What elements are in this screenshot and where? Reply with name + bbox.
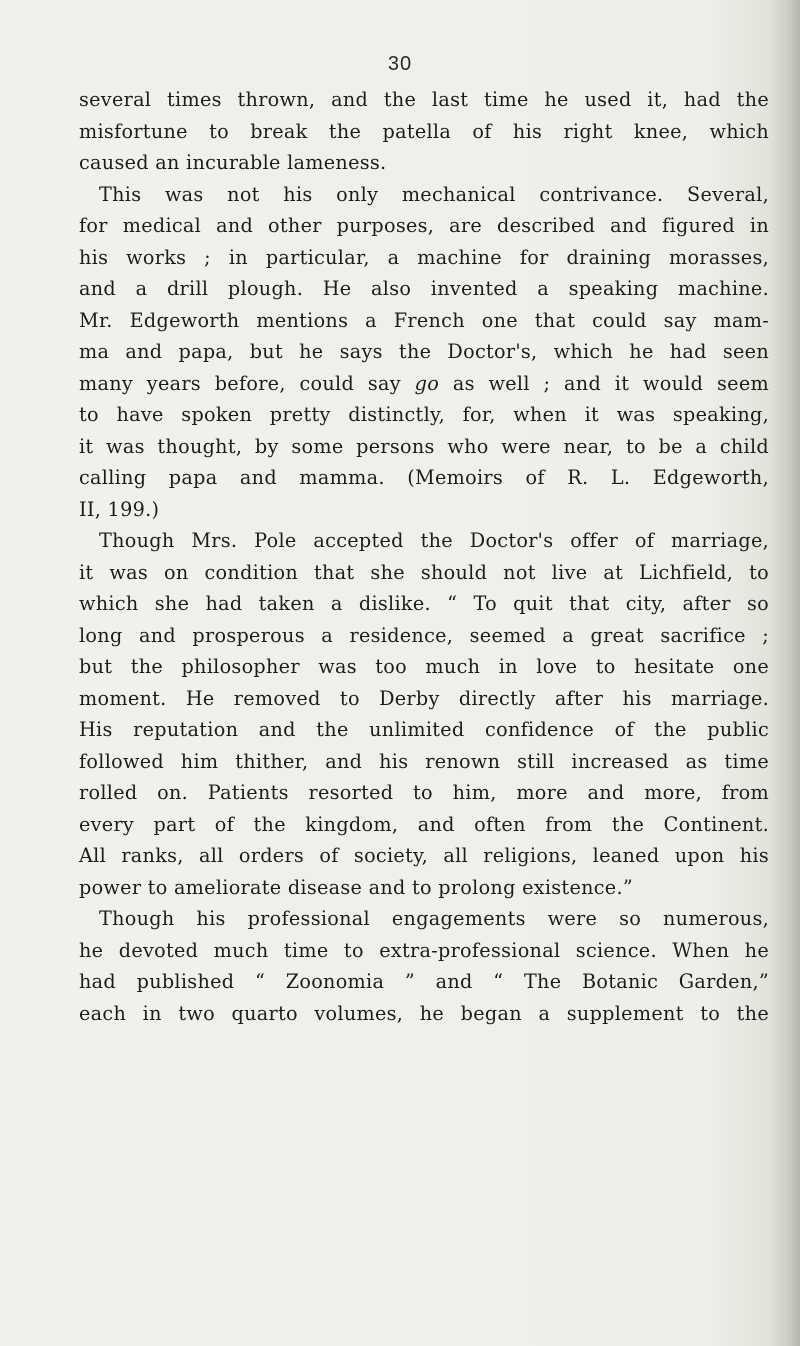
text-line: each in two quarto volumes, he began a supplement to the <box>79 1001 769 1025</box>
text-line: caused an incurable lameness. <box>79 151 387 174</box>
text-line: it was on condition that she should not live at Lichfield, to <box>79 560 769 584</box>
text-line: This was not his only mechanical contrivance. Several, <box>99 182 769 206</box>
text-line: ma and papa, but he says the Doctor's, which he had seen <box>79 340 769 363</box>
text-line: power to ameliorate disease and to prolong existence.” <box>79 875 633 899</box>
text-line: long and prosperous a residence, seemed a great sacrifice ; <box>79 623 769 647</box>
text-line: misfortune to break the patella of his right knee, which <box>79 119 769 143</box>
text-line: moment. He removed to Derby directly after his marriage. <box>79 686 769 710</box>
body-text <box>79 84 769 1029</box>
text-line: which she had taken a dislike. “ To quit that city, after so <box>79 592 769 615</box>
text-line: many years before, could say go as well ; and it would seem <box>79 371 769 395</box>
text-line: followed him thither, and his renown still increased as time <box>79 749 769 773</box>
page-edge-shadow <box>770 0 800 1346</box>
text-line: calling papa and mamma. (Memoirs of R. L. Edgeworth, <box>79 466 769 489</box>
text-line: every part of the kingdom, and often from the Continent. <box>79 812 769 836</box>
text-line: All ranks, all orders of society, all religions, leaned upon his <box>79 844 769 867</box>
text-line: but the philosopher was too much in love to hesitate one <box>79 655 769 678</box>
text-line: he devoted much time to extra-professional science. When he <box>79 938 769 962</box>
text-line: his works ; in particular, a machine for draining morasses, <box>79 245 769 269</box>
text-line: Though Mrs. Pole accepted the Doctor's offer of marriage, <box>99 529 769 552</box>
text-line: had published “ Zoonomia ” and “ The Botanic Garden,” <box>79 970 769 993</box>
text-line: for medical and other purposes, are described and figured in <box>79 214 769 237</box>
text-line: II, 199.) <box>79 497 160 521</box>
text-line: His reputation and the unlimited confidence of the public <box>79 718 769 741</box>
text-line: Though his professional engagements were so numerous, <box>99 907 769 930</box>
text-line: it was thought, by some persons who were near, to be a child <box>79 434 769 458</box>
italic-word: go <box>414 371 440 395</box>
text-line: rolled on. Patients resorted to him, more and more, from <box>79 781 769 804</box>
text-line: to have spoken pretty distinctly, for, when it was speaking, <box>79 403 769 426</box>
text-line: Mr. Edgeworth mentions a French one that could say mam- <box>79 308 769 332</box>
text-line: and a drill plough. He also invented a speaking machine. <box>79 277 769 300</box>
page-number: 30 <box>387 53 413 75</box>
text-line: several times thrown, and the last time he used it, had the <box>79 88 769 111</box>
